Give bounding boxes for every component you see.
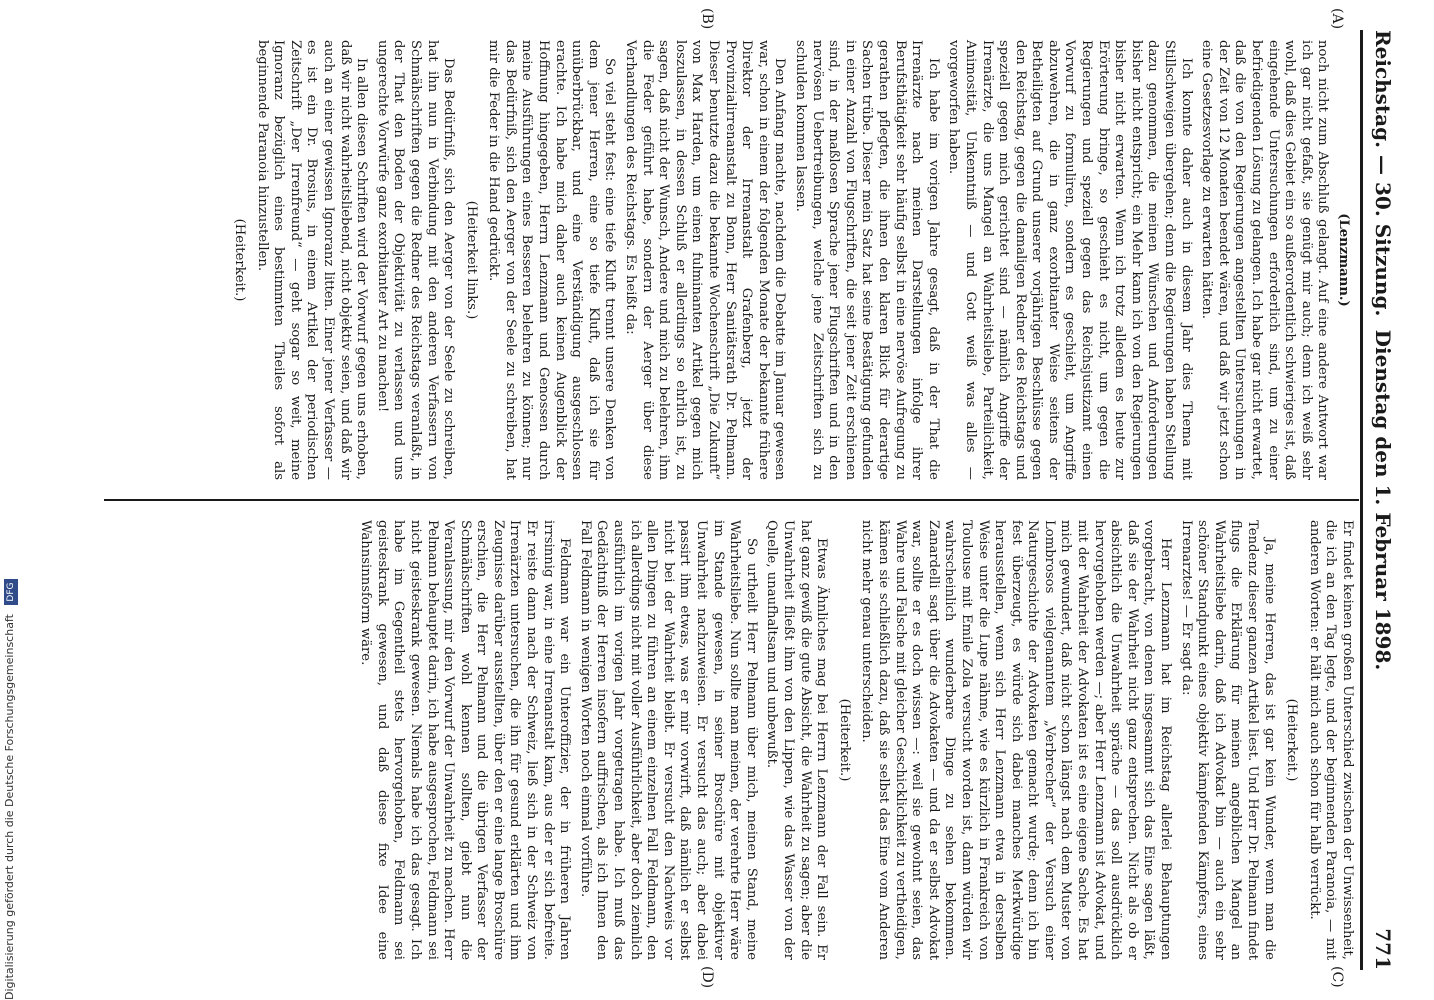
paragraph: Den Anfang machte, nachdem die Debatte im Januar gewesen war, schon in einem der folgenden Monate der bekannte frühere Direktor der Irrenanstalt Grafenberg, jetzt der Provinzialirrenanstalt zu Bonn, Herr Sanitätsrath Dr. Pelmann. Dieser benutzte dazu die bekannte Wochenschrift „Die Zukunft“ von Max Harden, um einen fulminanten Artikel gegen mich loszulassen, in dessen Schluß er allerdings so ehrlich ist, zu sagen, daß nicht der Wunsch, Andere und mich zu belehren, ihm die Feder geführt habe, sondern der Aerger über diese Verhandlungen des Reichstags. Es heißt da: — [623, 40, 788, 480]
quote-paragraph: Herr Lenzmann hat im Reichstag allerlei Behauptungen vorgebracht, von denen insgesammt sich das Eine sagen läßt, daß sie der Wahrheit nicht ganz entsprechen. Nicht als ob er absichtlich die Unwahrheit spräche — das soll ausdrücklich hervorgehoben werden —; aber Herr Lenzmann ist Advokat, und mit der Wahrheit der Advokaten ist es eine eigene Sache. Es hat mich gewundert, daß nicht schon längst nach dem Muster von Lombrosos vielgenanntem „Verbrecher“ der Versuch einer Naturgeschichte der Advokaten gemacht wurde; denn ich bin fest überzeugt, es würde sich dabei manches Merkwürdige herausstellen, wenn sich Herr Lenzmann etwa in derselben Weise unter die Lupe nähme, wie es kürzlich in Frankreich von Toulouse mit Emile Zola versucht worden ist, dann würden wir wahrscheinlich wunderbare Dinge zu sehen bekommen. Zanardelli sagt über die Advokaten — und da er selbst Advokat war, sollte er es doch wissen —: weil sie gewohnt seien, das Wahre und Falsche mit gleicher Geschicklichkeit zu vertheidigen, kämen sie schließlich dazu, daß sie selbst das Eine vom Anderen nicht mehr genau unterscheiden. — [859, 520, 1174, 960]
paragraph: Etwas Ähnliches mag bei Herrn Lenzmann der Fall sein. Er hat ganz gewiß die gute Absicht, die Wahrheit zu sagen; aber die Unwahrheit fließt ihm von den Lippen, wie das Wasser von der Quelle, unaufhaltsam und unbewußt. — [764, 520, 830, 960]
paragraph: So urtheilt Herr Pelmann über mich, meinen Stand, meine Wahrheitsliebe. Nun sollte man meinen, der verehrte Herr wäre im Stande gewesen, in seiner Broschüre mit objektiver Unwahrheit nachzuweisen. Er versucht das auch; aber dabei passirt ihm etwas, was er mir vorwirft, daß nämlich er selbst nicht bei der Wahrheit bleibt. Er versucht den Nachweis vor allen Dingen zu führen an einem einzelnen Fall Feldmann, den ich allerdings nicht mit voller Ausführlichkeit, aber doch ziemlich ausführlich im vorigen Jahr vorgetragen habe. Ich muß das Gedächtniß der Herren insofern auffrischen, als ich Ihnen den Fall Feldmann in wenigen Worten noch einmal vorführe. — [577, 520, 759, 960]
interjection: (Heiterkeit.) — [836, 698, 852, 782]
header-rule — [1360, 30, 1363, 970]
dfg-logo: DFG — [4, 579, 18, 604]
left-column — [224, 40, 1355, 480]
digitization-credit — [0, 0, 20, 1000]
speaker-name: (Lenzmann.) — [1336, 213, 1351, 307]
credit-text: Digitalisierung gefördert durch die Deutsche Forschungsgemeinschaft — [3, 614, 16, 1000]
margin-marker-c: (C) — [1329, 966, 1345, 988]
interjection: (Heiterkeit.) — [232, 218, 247, 302]
column-separator — [104, 499, 1359, 501]
paragraph: In allen diesen Schriften wird der Vorwurf gegen uns erhoben, daß wir nicht wahrheitsliebend, nicht objektiv seien, und daß wir auch an einer gewissen Ignoranz litten. Einer jener Verfasser — es ist ein Dr. Brosius, in einem Artikel der periodischen Zeitschrift „Der Irrenfreund“ — geht sogar so weit, meine Ignoranz bezüglich eines bestimmten Theiles sofort als beginnende Paranoia hinzustellen. — [254, 40, 370, 480]
right-column — [353, 520, 1355, 960]
paragraph: Feldmann war ein Unteroffizier, der in früheren Jahren irrsinnig war, in eine Irrenanstalt kam, aus der er sich befreite. Er reiste dann nach der Schweiz, ließ sich in der Schweiz von Irrenärzten untersuchen, die ihn für gesund erklärten und ihm Zeugnisse darüber ausstellten, über den er eine lange Broschüre erschien, die Herr Pelmann und die übrigen Verfasser der Schmähschriften wohl kennen sollten, giebt nun die Veranlassung, mir den Vorwurf der Unwahrheit zu machen. Herr Pelmann behauptet darin, ich habe ausgesprochen, Feldmann sei nicht geisteskrank gewesen. Niemals habe ich das gesagt. Ich habe im Gegentheil stets hervorgehoben, Feldmann sei geisteskrank gewesen, und daß diese fixe Idee eine Wahnsinnsform wäre. — [358, 520, 573, 960]
rotated-page-content — [45, 0, 1405, 1000]
paragraph: Ich konnte daher auch in diesem Jahr dies Thema mit Stillschweigen übergehen; denn die Regierungen haben Stellung dazu genommen, die meinen Wünschen und Anforderungen bisher nicht entspricht; ein Mehr kann ich von den Regierungen bisher nicht erwarten. Wenn ich trotz alledem es heute zur Erörterung bringe, so geschieht es nicht, um gegen die Regierungen und speziell gegen das Reichsjustizamt einen Vorwurf zu formuliren, sondern es geschieht, um Angriffe abzuwehren, die in ganz exorbitanter Weise seitens der Betheiligten auf Grund unserer vorjährigen Beschlüsse gegen den Reichstag, gegen die damaligen Redner des Reichstags und speziell gegen mich gerichtet sind — nämlich Angriffe der Irrenärzte, die uns Mangel an Wahrheitsliebe, Parteilichkeit, Animosität, Unkenntniß — und Gott weiß was alles — vorgeworfen haben. — [946, 40, 1194, 480]
quote-paragraph: So viel steht fest: eine tiefe Kluft trennt unsere Denken von dem jener Herren, eine so tiefe Kluft, daß ich sie für unüberbrückbar, und eine Verständigung ausgeschlossen erachte. Ich habe mich daher auch keinen Augenblick der Hoffnung hingegeben, Herrn Lenzmann und Genossen durch meine Ausführungen eines Besseren belehren zu können; nur das Bedürfniß, sich den Aerger von der Seele zu schreiben, hat mir die Feder in die Hand gedrückt. — [486, 40, 618, 480]
interjection: (Heiterkeit.) — [1284, 698, 1300, 782]
paragraph: noch nicht zum Abschluß gelangt. Auf eine andere Antwort war ich gar nicht gefaßt, sie genügt mir auch; denn ich weiß sehr wohl, daß dies Gebiet ein so außerordentlich schwieriges ist, daß eingehende Untersuchungen erforderlich sind, um zu einer befriedigenden Lösung zu gelangen. Ich habe gar nicht erwartet, daß die von den Regierungen angestellten Untersuchungen in der Zeit von 12 Monaten beendet wären, und daß wir jetzt schon eine Gesetzesvorlage zu erwarten hätten. — [1199, 40, 1331, 480]
margin-marker-b: (B) — [699, 8, 715, 30]
paragraph: Das Bedürfniß, sich den Aerger von der Seele zu schreiben, hat ihn nun in Verbindung mit den anderen Verfassern von Schmähschriften gegen die Redner des Reichstags veranlaßt, in der That den Boden der Objektivität zu verlassen und uns ungerechte Vorwürfe ganz exorbitanter Art zu machen! — [374, 40, 457, 480]
margin-marker-d: (D) — [699, 966, 715, 989]
page-number: 771 — [1371, 928, 1395, 970]
margin-marker-a: (A) — [1329, 8, 1345, 30]
paragraph: Ja, meine Herren, das ist gar kein Wunder, wenn man die Tendenz dieser ganzen Artikel liest. Und Herr Dr. Pelmann findet flugs die Erklärung für meinen angeblichen Mangel an Wahrheitsliebe darin, daß ich Advokat bin — auch ein sehr schöner Standpunkt eines objektiv kämpfenden Kämpfers, eines Irrenarztes! — Er sagt da: — [1178, 520, 1277, 960]
interjection: (Heiterkeit links.) — [463, 200, 479, 320]
paragraph: Er findet keinen großen Unterschied zwischen der Unwissenheit, die ich an den Tag legte, und der beginnenden Paranoia, — mit anderen Worten: er hält mich auch schon für halb verrückt. — [1306, 520, 1355, 960]
header-date: Dienstag den 1. Februar 1898. — [1371, 329, 1395, 671]
paragraph: Ich habe im vorigen Jahre gesagt, daß in der That die Irrenärzte nach meinen Darstellungen infolge ihrer Berufsthätigkeit sehr häufig selbst in eine nervöse Aufregung zu gerathen pflegten, die ihnen den klaren Blick für derartige Sachen trübe. Dieser mein Satz hat seine Bestätigung gefunden in einer Anzahl von Flugschriften, die seit jener Zeit erschienen sind, in der maßlosen Sprache jener Flugschriften und in den nervösen Uebertreibungen, welche jene Zeitschriften sich zu schulden kommen lassen. — [793, 40, 941, 480]
header-left: Reichstag. — 30. Sitzung. — [1371, 30, 1395, 317]
page-header — [1365, 30, 1395, 970]
